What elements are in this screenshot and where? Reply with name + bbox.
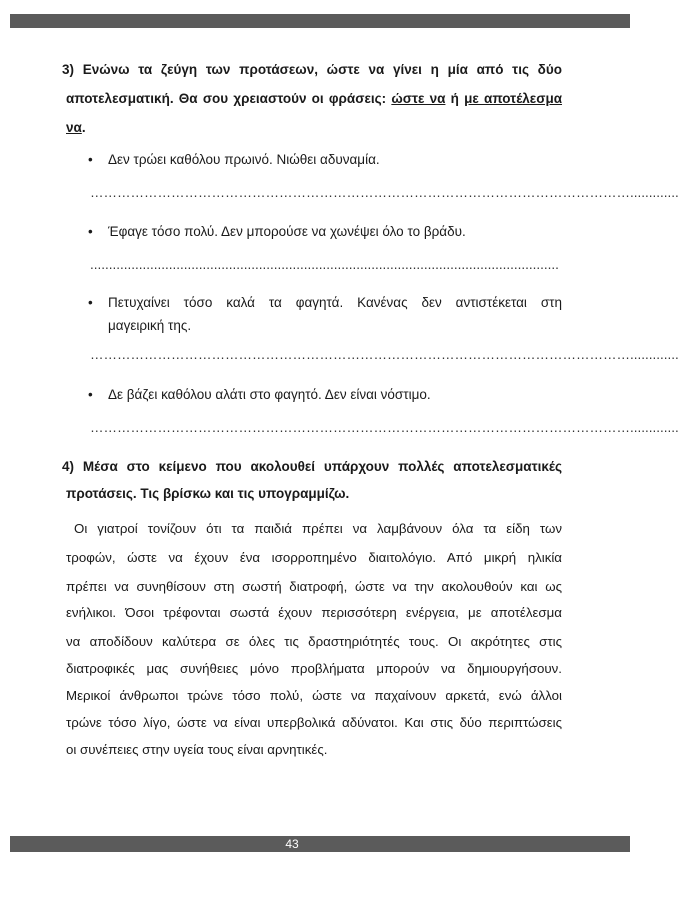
header-bar — [10, 14, 630, 28]
task-4-number: 4) — [62, 459, 75, 474]
phrase-oste-na: ώστε να — [391, 91, 446, 106]
paragraph-line: να αποδίδουν καλύτερα σε όλες τις δραστηριότητές τους. Οι ακρότητες στις — [66, 634, 562, 649]
task-4-title-line-1: 4) Μέσα στο κείμενο που ακολουθεί υπάρχουν πολλές αποτελεσματικές — [62, 459, 562, 474]
sentence-pair-3-line-1: Πετυχαίνει τόσο καλά τα φαγητά. Κανένας δεν αντιστέκεται στη — [108, 295, 562, 310]
bullet-icon: • — [88, 295, 93, 310]
page-number: 43 — [285, 837, 299, 851]
sentence-pair-1: Δεν τρώει καθόλου πρωινό. Νιώθει αδυναμία. — [108, 152, 380, 167]
task-3-instruction-1: Ενώνω τα ζεύγη των προτάσεων, ώστε να γίνει η μία από τις δύο — [82, 62, 562, 77]
sentence-pair-2: Έφαγε τόσο πολύ. Δεν μπορούσε να χωνέψει όλο το βράδυ. — [108, 224, 466, 239]
answer-line-2[interactable]: ............................................................................................................................. — [90, 257, 559, 272]
bullet-icon: • — [88, 152, 93, 167]
task-3-title-line-2: αποτελεσματική. Θα σου χρειαστούν οι φράσεις: ώστε να ή με αποτέλεσμα — [66, 91, 563, 106]
answer-line-1[interactable]: …………………………………………………………………………………………………………............. — [90, 185, 679, 200]
paragraph-line: τροφών, ώστε να έχουν ένα ισορροπημένο διαιτολόγιο. Από μικρή ηλικία — [66, 550, 562, 565]
paragraph-line: οι συνέπειες στην υγεία τους είναι αρνητικές. — [66, 742, 328, 757]
sentence-pair-4: Δε βάζει καθόλου αλάτι στο φαγητό. Δεν είναι νόστιμο. — [108, 387, 431, 402]
bullet-icon: • — [88, 224, 93, 239]
answer-line-4[interactable]: …………………………………………………………………………………………………………............. — [90, 420, 679, 435]
paragraph-line: Οι γιατροί τονίζουν ότι τα παιδιά πρέπει να λαμβάνουν όλα τα είδη των — [74, 521, 562, 536]
paragraph-line: πρέπει να συνηθίσουν στη σωστή διατροφή, ώστε να την ακολουθούν και ως — [66, 579, 562, 594]
bullet-icon: • — [88, 387, 93, 402]
task-3-title-line-3: να. — [66, 120, 86, 135]
paragraph-line: ενήλικοι. Όσοι τρέφονται σωστά έχουν περισσότερη ενέργεια, με αποτέλεσμα — [66, 605, 562, 620]
paragraph-line: διατροφικές μας συνήθειες μόνο προβλήματα μπορούν να δημιουργήσουν. — [66, 661, 562, 676]
sentence-pair-3-line-2: μαγειρική της. — [108, 318, 192, 333]
task-4-title-line-2: προτάσεις. Τις βρίσκω και τις υπογραμμίζω. — [66, 486, 350, 501]
task-3-number: 3) — [62, 62, 75, 77]
answer-line-3[interactable]: …………………………………………………………………………………………………………............. — [90, 347, 679, 362]
phrase-me-apotelesma: με αποτέλεσμα — [464, 91, 563, 106]
task-3-title-line-1 — [62, 62, 562, 77]
paragraph-line: Μερικοί άνθρωποι τρώνε τόσο πολύ, ώστε να παχαίνουν αρκετά, ενώ άλλοι — [66, 688, 562, 703]
footer-bar — [10, 836, 630, 852]
paragraph-line: τρώνε τόσο λίγο, ώστε να είναι υπερβολικά αδύνατοι. Και στις δύο περιπτώσεις — [66, 715, 562, 730]
